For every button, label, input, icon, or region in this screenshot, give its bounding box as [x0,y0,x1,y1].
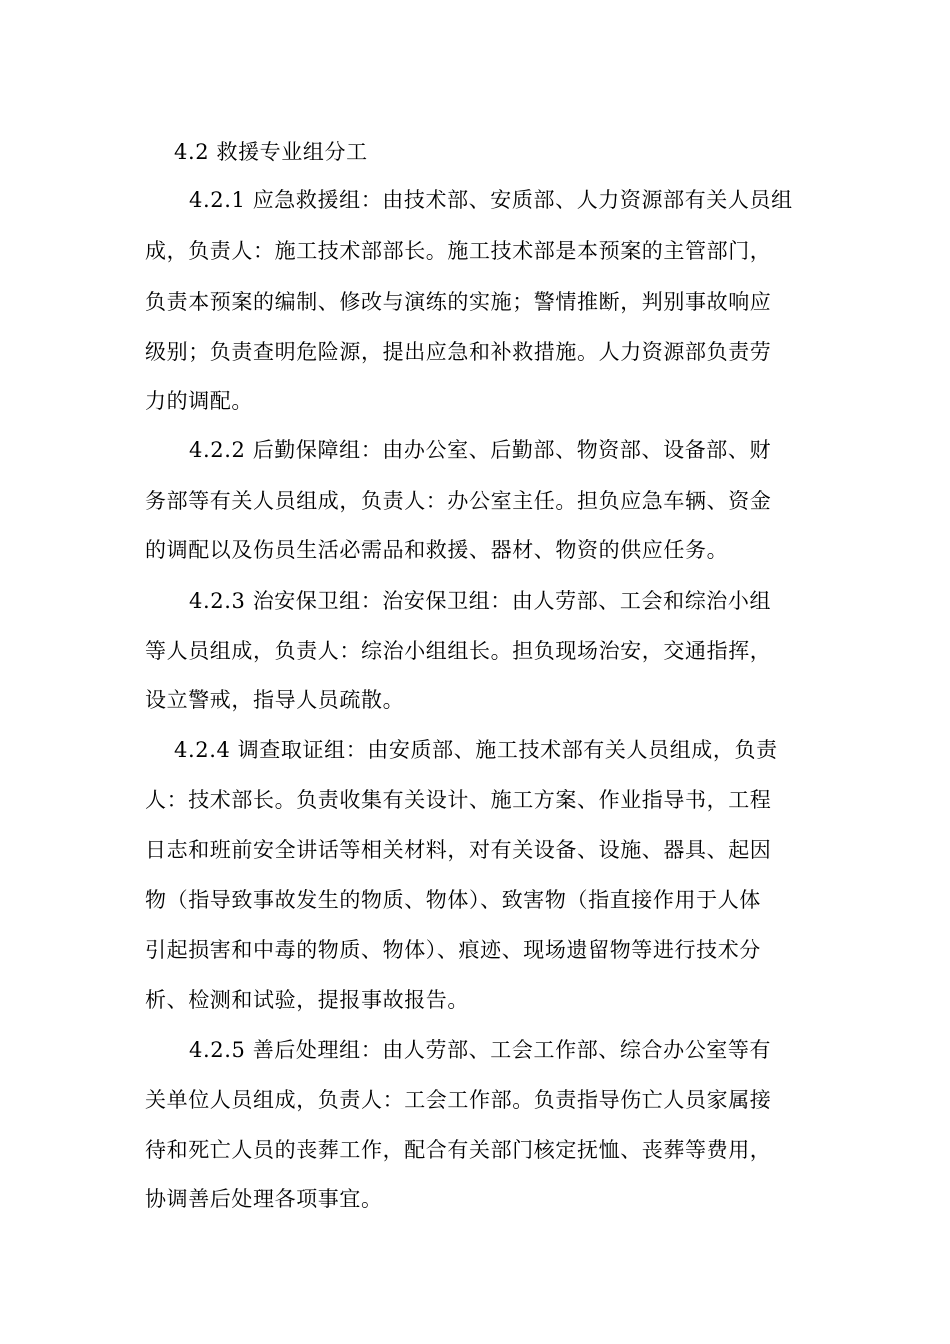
paragraph-line: 级别；负责查明危险源，提出应急和补救措施。人力资源部负责劳 [145,340,772,364]
paragraph-line: 4.2.1 应急救援组：由技术部、安质部、人力资源部有关人员组 [189,188,793,212]
paragraph-line: 4.2.2 后勤保障组：由办公室、后勤部、物资部、设备部、财 [189,438,772,462]
paragraph-line: 析、检测和试验，提报事故报告。 [145,988,469,1012]
paragraph-line: 待和死亡人员的丧葬工作，配合有关部门核定抚恤、丧葬等费用， [145,1138,772,1162]
paragraph-line: 关单位人员组成，负责人：工会工作部。负责指导伤亡人员家属接 [145,1088,772,1112]
paragraph-line: 等人员组成，负责人：综治小组组长。担负现场治安，交通指挥， [145,639,772,663]
paragraph-line: 协调善后处理各项事宜。 [145,1187,383,1211]
paragraph-line: 4.2.4 调查取证组：由安质部、施工技术部有关人员组成，负责 [174,738,778,762]
paragraph-line: 4.2.5 善后处理组：由人劳部、工会工作部、综合办公室等有 [189,1038,772,1062]
paragraph-line: 人：技术部长。负责收集有关设计、施工方案、作业指导书，工程 [145,788,772,812]
paragraph-line: 4.2.3 治安保卫组：治安保卫组：由人劳部、工会和综治小组 [189,589,772,613]
paragraph-line: 设立警戒，指导人员疏散。 [145,688,405,712]
paragraph-line: 成，负责人：施工技术部部长。施工技术部是本预案的主管部门， [145,239,772,263]
section-heading: 4.2 救援专业组分工 [174,140,368,164]
paragraph-line: 力的调配。 [145,389,253,413]
paragraph-line: 引起损害和中毒的物质、物体）、痕迹、现场遗留物等进行技术分 [145,938,761,962]
paragraph-line: 物（指导致事故发生的物质、物体）、致害物（指直接作用于人体 [145,888,761,912]
paragraph-line: 负责本预案的编制、修改与演练的实施；警情推断，判别事故响应 [145,290,772,314]
paragraph-line: 日志和班前安全讲话等相关材料，对有关设备、设施、器具、起因 [145,838,772,862]
paragraph-line: 的调配以及伤员生活必需品和救援、器材、物资的供应任务。 [145,538,729,562]
paragraph-line: 务部等有关人员组成，负责人：办公室主任。担负应急车辆、资金 [145,489,772,513]
